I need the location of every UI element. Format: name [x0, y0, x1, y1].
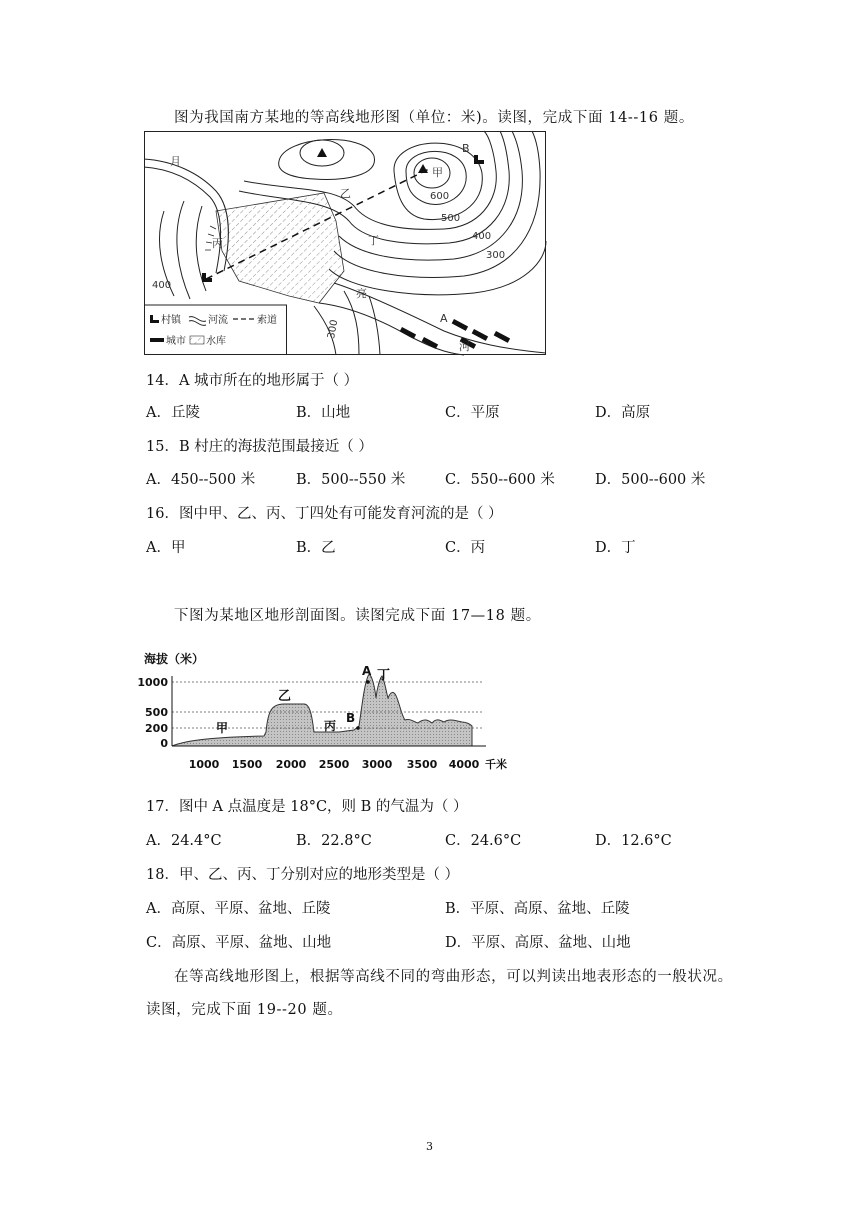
label-ding: 丁 [368, 234, 379, 247]
q17-option-c[interactable]: C．24.6°C [445, 833, 522, 849]
profile-label-ding: 丁 [377, 668, 391, 683]
legend-cableway-label: 索道 [257, 315, 277, 326]
q18-option-d[interactable]: D．平原、高原、盆地、山地 [445, 935, 631, 951]
q14-option-c[interactable]: C．平原 [445, 405, 500, 421]
q17-stem: 17．图中 A 点温度是 18°C，则 B 的气温为（ ） [146, 799, 468, 815]
q14-option-b[interactable]: B．山地 [296, 405, 351, 421]
profile-ylabel: 海拔（米） [144, 652, 205, 666]
q17-option-b[interactable]: B．22.8°C [296, 833, 372, 849]
q15-option-b[interactable]: B．500--550 米 [296, 472, 406, 488]
intro-17-18: 下图为某地区地形剖面图。读图完成下面 17—18 题。 [174, 608, 541, 624]
intro-14-16: 图为我国南方某地的等高线地形图（单位：米)。读图，完成下面 14--16 题。 [174, 110, 694, 126]
terrain-profile [137, 646, 510, 774]
label-yue: 月 [170, 155, 181, 168]
q16-option-d[interactable]: D．丁 [595, 540, 636, 556]
q18-stem: 18．甲、乙、丙、丁分别对应的地形类型是（ ） [146, 867, 460, 883]
map-legend [145, 305, 287, 355]
xunit: 千米 [485, 758, 507, 771]
contour-label-400: 400 [472, 231, 492, 242]
label-yi: 乙 [340, 187, 351, 200]
xtick-1000: 1000 [188, 758, 220, 771]
legend-river-label: 河流 [208, 315, 228, 326]
profile-label-yi: 乙 [278, 689, 292, 704]
xtick-4000: 4000 [448, 758, 480, 771]
point-a [366, 680, 370, 684]
q15-stem: 15．B 村庄的海拔范围最接近（ ） [146, 439, 373, 455]
label-a: A [440, 312, 448, 325]
contour-map [144, 131, 546, 355]
label-b: B [462, 142, 470, 155]
label-jia: 甲 [432, 166, 443, 179]
contour-label-300: 300 [486, 250, 506, 261]
q18-option-c[interactable]: C．高原、平原、盆地、山地 [146, 935, 332, 951]
profile-label-bing: 丙 [324, 719, 337, 733]
q18-option-a[interactable]: A．高原、平原、盆地、丘陵 [146, 901, 331, 917]
page-number: 3 [426, 1140, 433, 1153]
q16-stem: 16．图中甲、乙、丙、丁四处有可能发育河流的是（ ） [146, 506, 503, 522]
q14-option-a[interactable]: A．丘陵 [146, 405, 200, 421]
ytick-0: 0 [160, 737, 168, 750]
q15-option-c[interactable]: C．550--600 米 [445, 472, 555, 488]
intro-19-20-line2: 读图，完成下面 19--20 题。 [146, 1002, 343, 1018]
terrain-fill [172, 675, 472, 746]
ytick-1000: 1000 [137, 676, 168, 689]
ytick-500: 500 [145, 706, 168, 719]
xtick-3000: 3000 [361, 758, 393, 771]
contour-label-300-bottom: 300 [326, 318, 341, 340]
q15-option-d[interactable]: D．500--600 米 [595, 472, 706, 488]
legend-city-label: 城市 [166, 336, 186, 347]
intro-19-20-line1: 在等高线地形图上，根据等高线不同的弯曲形态，可以判读出地表形态的一般状况。 [174, 969, 733, 985]
xtick-2500: 2500 [318, 758, 350, 771]
label-bing: 丙 [212, 237, 223, 250]
contour-label-600: 600 [430, 191, 450, 202]
ytick-200: 200 [145, 722, 168, 735]
label-he: 河 [459, 340, 470, 353]
profile-label-jia: 甲 [216, 721, 229, 735]
profile-label-b: B [346, 711, 356, 725]
xtick-3500: 3500 [406, 758, 438, 771]
label-liang: 亮 [356, 287, 367, 300]
profile-label-a: A [362, 664, 372, 678]
point-b [356, 726, 360, 730]
q15-option-a[interactable]: A．450--500 米 [146, 472, 256, 488]
contour-label-400-left: 400 [152, 280, 172, 291]
q17-option-d[interactable]: D．12.6°C [595, 833, 672, 849]
q14-stem: 14．A 城市所在的地形属于（ ） [146, 373, 359, 389]
q17-option-a[interactable]: A．24.4°C [146, 833, 222, 849]
q16-option-c[interactable]: C．丙 [445, 540, 486, 556]
xtick-1500: 1500 [231, 758, 263, 771]
legend-village-label: 村镇 [161, 315, 181, 326]
q16-option-a[interactable]: A．甲 [146, 540, 186, 556]
legend-reservoir-label: 水库 [206, 336, 226, 347]
q16-option-b[interactable]: B．乙 [296, 540, 336, 556]
q14-option-d[interactable]: D．高原 [595, 405, 651, 421]
xtick-2000: 2000 [275, 758, 307, 771]
q18-option-b[interactable]: B．平原、高原、盆地、丘陵 [445, 901, 630, 917]
contour-label-500: 500 [441, 213, 461, 224]
